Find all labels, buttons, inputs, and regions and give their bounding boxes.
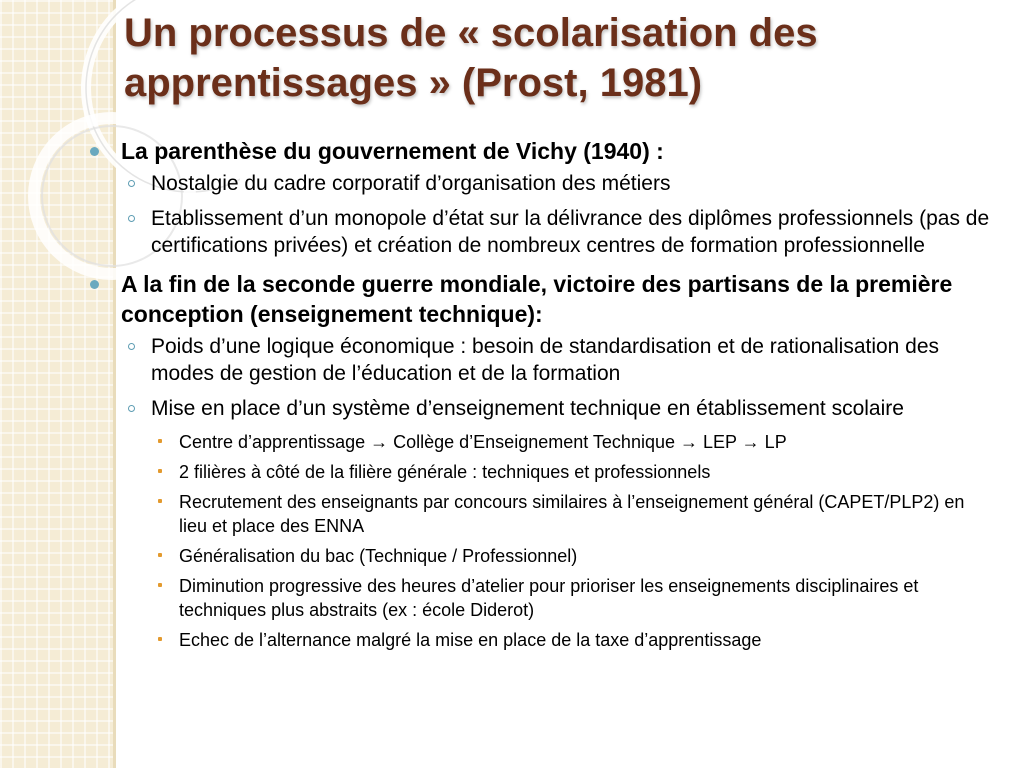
list-item (90, 395, 995, 422)
list-item-text: Etablissement d’un monopole d’état sur la délivrance des diplômes professionnels (pas de certifications privées) et création de nombreux centres de formation professionnelle (151, 207, 990, 257)
sub-list-item-text: Centre d’apprentissage → Collège d’Enseignement Technique → LEP → LP (179, 432, 787, 452)
ring-bullet-icon (128, 180, 135, 187)
list-item-text: Mise en place d’un système d’enseignement technique en établissement scolaire (151, 397, 904, 420)
sub-list-item (90, 430, 995, 454)
square-bullet-icon (158, 637, 162, 641)
round-bullet-icon (90, 147, 99, 156)
section-heading (90, 269, 995, 329)
square-bullet-icon (158, 499, 162, 503)
list-item-text: Poids d’une logique économique : besoin de standardisation et de rationalisation des modes de gestion de l’éducation et de la formation (151, 335, 940, 385)
sub-list-item-text: Recrutement des enseignants par concours similaires à l’enseignement général (CAPET/PLP2) en lieu et place des ENNA (179, 492, 965, 536)
sub-list-item-text: 2 filières à côté de la filière générale : techniques et professionnels (179, 462, 711, 482)
list-item (90, 170, 995, 197)
round-bullet-icon (90, 280, 99, 289)
sub-list-item-text: Généralisation du bac (Technique / Professionnel) (179, 546, 578, 566)
square-bullet-icon (158, 469, 162, 473)
sub-list-item-text: Diminution progressive des heures d’atelier pour prioriser les enseignements disciplinaires et techniques plus abstraits (ex : école Diderot) (179, 576, 919, 620)
sub-list-item (90, 460, 995, 484)
sub-list-item (90, 628, 995, 652)
section-heading-text: La parenthèse du gouvernement de Vichy (1940) : (121, 138, 664, 164)
sub-list-item (90, 544, 995, 568)
square-bullet-icon (158, 553, 162, 557)
ring-bullet-icon (128, 215, 135, 222)
square-bullet-icon (158, 439, 162, 443)
slide-body (90, 136, 995, 658)
ring-bullet-icon (128, 343, 135, 350)
square-bullet-icon (158, 583, 162, 587)
section-heading (90, 136, 995, 166)
list-item (90, 333, 995, 387)
list-item-text: Nostalgie du cadre corporatif d’organisation des métiers (151, 172, 671, 195)
slide-title: Un processus de « scolarisation des apprentissages » (Prost, 1981) (124, 11, 818, 105)
ring-bullet-icon (128, 405, 135, 412)
sub-list-item (90, 574, 995, 622)
section-heading-text: A la fin de la seconde guerre mondiale, victoire des partisans de la première conception (enseignement technique): (121, 271, 953, 327)
sub-list-item (90, 490, 995, 538)
list-item (90, 205, 995, 259)
sub-list-item-text: Echec de l’alternance malgré la mise en place de la taxe d’apprentissage (179, 630, 762, 650)
